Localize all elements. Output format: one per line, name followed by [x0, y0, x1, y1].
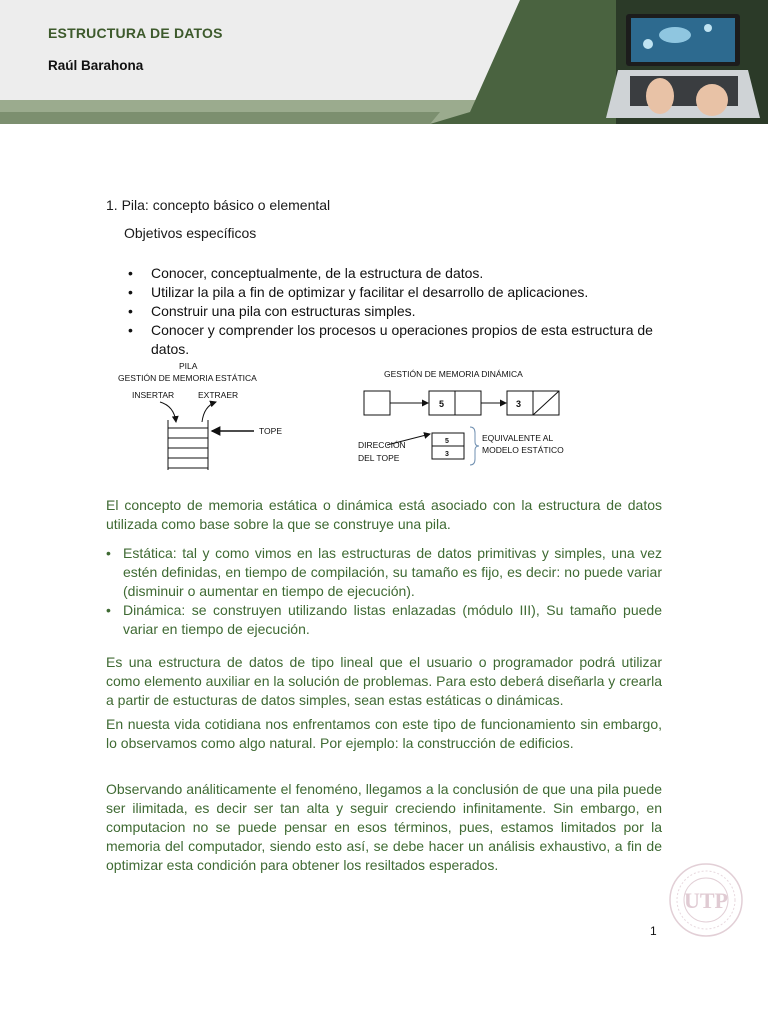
null-pointer [533, 391, 559, 415]
equivalent-line1: EQUIVALENTE AL [482, 433, 554, 443]
university-seal [668, 862, 744, 938]
course-title: ESTRUCTURA DE DATOS [48, 25, 223, 41]
node-1-value: 5 [439, 399, 445, 409]
direction-label-line2: DEL TOPE [358, 453, 400, 463]
paragraph-memory-concept: El concepto de memoria estática o dinámica está asociado con la estructura de datos utilizada como base sobre la que se construye una pila. [106, 497, 662, 532]
static-stack [168, 420, 208, 470]
extract-arrow [202, 402, 216, 422]
page-number: 1 [650, 924, 657, 938]
head-pointer-box [364, 391, 390, 415]
mini-value-2: 3 [445, 451, 449, 458]
page-header [0, 0, 768, 124]
memory-types-list [106, 544, 662, 639]
direction-label-line1: DIRECCIÓN [358, 440, 406, 450]
objectives-list [106, 264, 662, 359]
static-title-line2: GESTIÓN DE MEMORIA ESTÁTICA [118, 373, 257, 383]
node-2-value: 3 [516, 399, 522, 409]
dynamic-title: GESTIÓN DE MEMORIA DINÁMICA [384, 369, 523, 379]
header-mid-band [0, 112, 440, 124]
laptop-photo [606, 0, 768, 124]
paragraph-daily-life: En nuesta vida cotidiana nos enfrentamos con este tipo de funcionamiento sin embargo, lo observamos como algo natural. Por ejemplo: la construcción de edificios. [106, 716, 662, 751]
stack-memory-diagram [112, 358, 582, 470]
paragraph-definition: Es una estructura de datos de tipo lineal que el usuario o programador podrá utilizar como elemento auxiliar en la solución de problemas. Para esto deberá diseñarla y crearla a partir de estucturas de datos simples, sean estas estáticas o dinámicas. [106, 654, 662, 708]
list-item: • Utilizar la pila a fin de optimizar y facilitar el desarrollo de aplicaciones. [106, 283, 662, 302]
list-item: • Conocer, conceptualmente, de la estructura de datos. [106, 264, 662, 283]
brace [470, 427, 479, 465]
top-label: TOPE [259, 426, 282, 436]
mini-value-1: 5 [445, 438, 449, 445]
section-heading: 1. Pila: concepto básico o elemental [106, 197, 331, 213]
list-item: • Dinámica: se construyen utilizando listas enlazadas (módulo III), Su tamaño puede variar en tiempo de ejecución. [106, 601, 662, 639]
insert-label: INSERTAR [132, 390, 175, 400]
extract-label: EXTRAER [198, 390, 239, 400]
insert-arrow [160, 402, 176, 422]
list-item: • Conocer y comprender los procesos u operaciones propios de esta estructura de datos. [106, 321, 662, 359]
static-title-line1: PILA [179, 361, 198, 371]
svg-text:UTP: UTP [684, 888, 728, 913]
paragraph-analysis: Observando análiticamente el fenoméno, llegamos a la conclusión de que una pila puede ser ilimitada, es decir ser tan alta y seguir creciendo infinitamente. Sin embargo, en computacion no se puede pensar en esos términos, pues, estamos limitados por la memoria del computador, siendo esto así, se debe hacer un análisis exhaustivo, a fin de optimizar esta condición para obtener los resiltados esperados. [106, 781, 662, 873]
objectives-title: Objetivos específicos [124, 225, 257, 241]
equivalent-line2: MODELO ESTÁTICO [482, 445, 564, 455]
author-name: Raúl Barahona [48, 58, 144, 73]
list-item: • Estática: tal y como vimos en las estructuras de datos primitivas y simples, una vez estén definidas, en tiempo de compilación, su tamaño es fijo, es decir: no puede variar (disminuir o aumentar en tiempo de ejecución). [106, 544, 662, 601]
list-item: • Construir una pila con estructuras simples. [106, 302, 662, 321]
